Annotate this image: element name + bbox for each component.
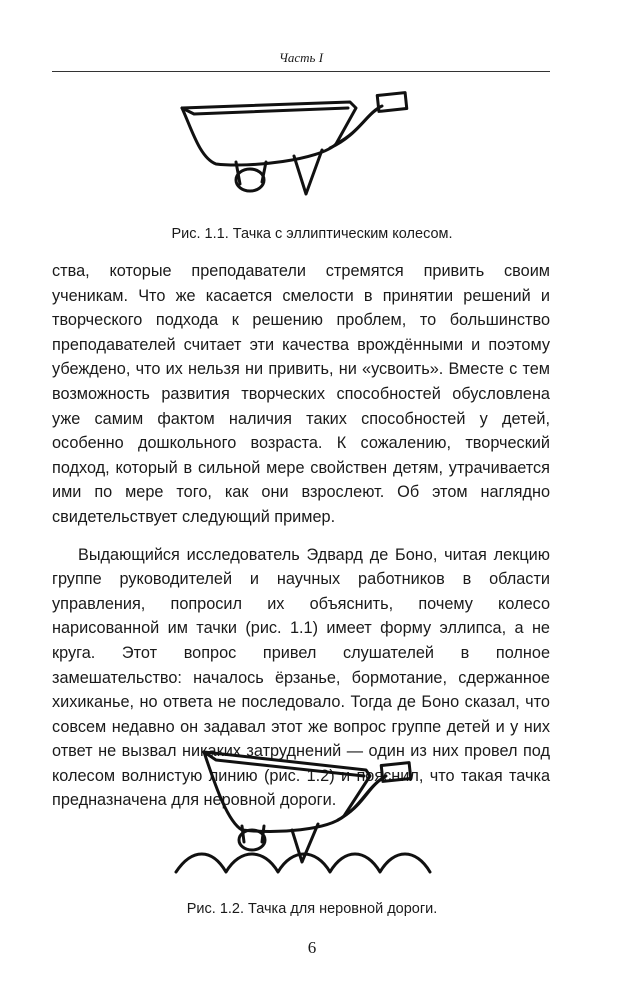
figure1-caption: Рис. 1.1. Тачка с эллиптическим колесом. — [171, 226, 453, 242]
tray-outline — [204, 752, 370, 831]
handle-grip — [377, 93, 407, 112]
page-number: 6 — [307, 938, 317, 957]
figure2-caption: Рис. 1.2. Тачка для неровной дороги. — [186, 901, 438, 917]
tray-rim — [182, 108, 348, 114]
handle-grip — [381, 763, 411, 782]
figure-wheelbarrow-elliptic — [170, 86, 430, 216]
paragraph-1: ства, которые преподаватели стремятся привить своим ученикам. Что же касается смелости в принятии решений и творческого подхода к решению проблем, то большинство преподавателей считает эти качества врождёнными и поэтому убеждено, что их нельзя ни привить, ни «усвоить». Вместе с тем возможность развития творческих способностей обусловлена уже самим фактом наличия таких способностей у детей, особенно дошкольного возраста. К сожалению, творческий подход, который в сильной мере свойствен детям, утрачивается ими по мере того, как они взрослеют. Об этом наглядно свидетельствует следующий пример. — [52, 262, 550, 526]
body-text — [52, 259, 550, 813]
running-header: Часть I — [278, 50, 324, 65]
header-rule — [52, 71, 550, 72]
figure-wheelbarrow-wavy-road — [168, 738, 448, 888]
paragraph-2: Выдающийся исследователь Эдвард де Боно, читая лекцию группе руководителей и научных работников в области управления, попросил их объяснить, почему колесо нарисованной им тачки (рис. 1.1) имеет форму эллипса, а не круга. Этот вопрос привел слушателей в полное замешательство: началось ёрзанье, бормотание, сдержанное хихиканье, но ответа не последовало. Тогда де Боно сказал, что совсем недавно он задавал этот же вопрос группе детей и у них ответ не вызвал никаких затруднений — один из них провел под колесом волнистую линию (рис. 1.2) и пояснил, что такая тачка предназначена для неровной дороги. — [52, 545, 550, 810]
